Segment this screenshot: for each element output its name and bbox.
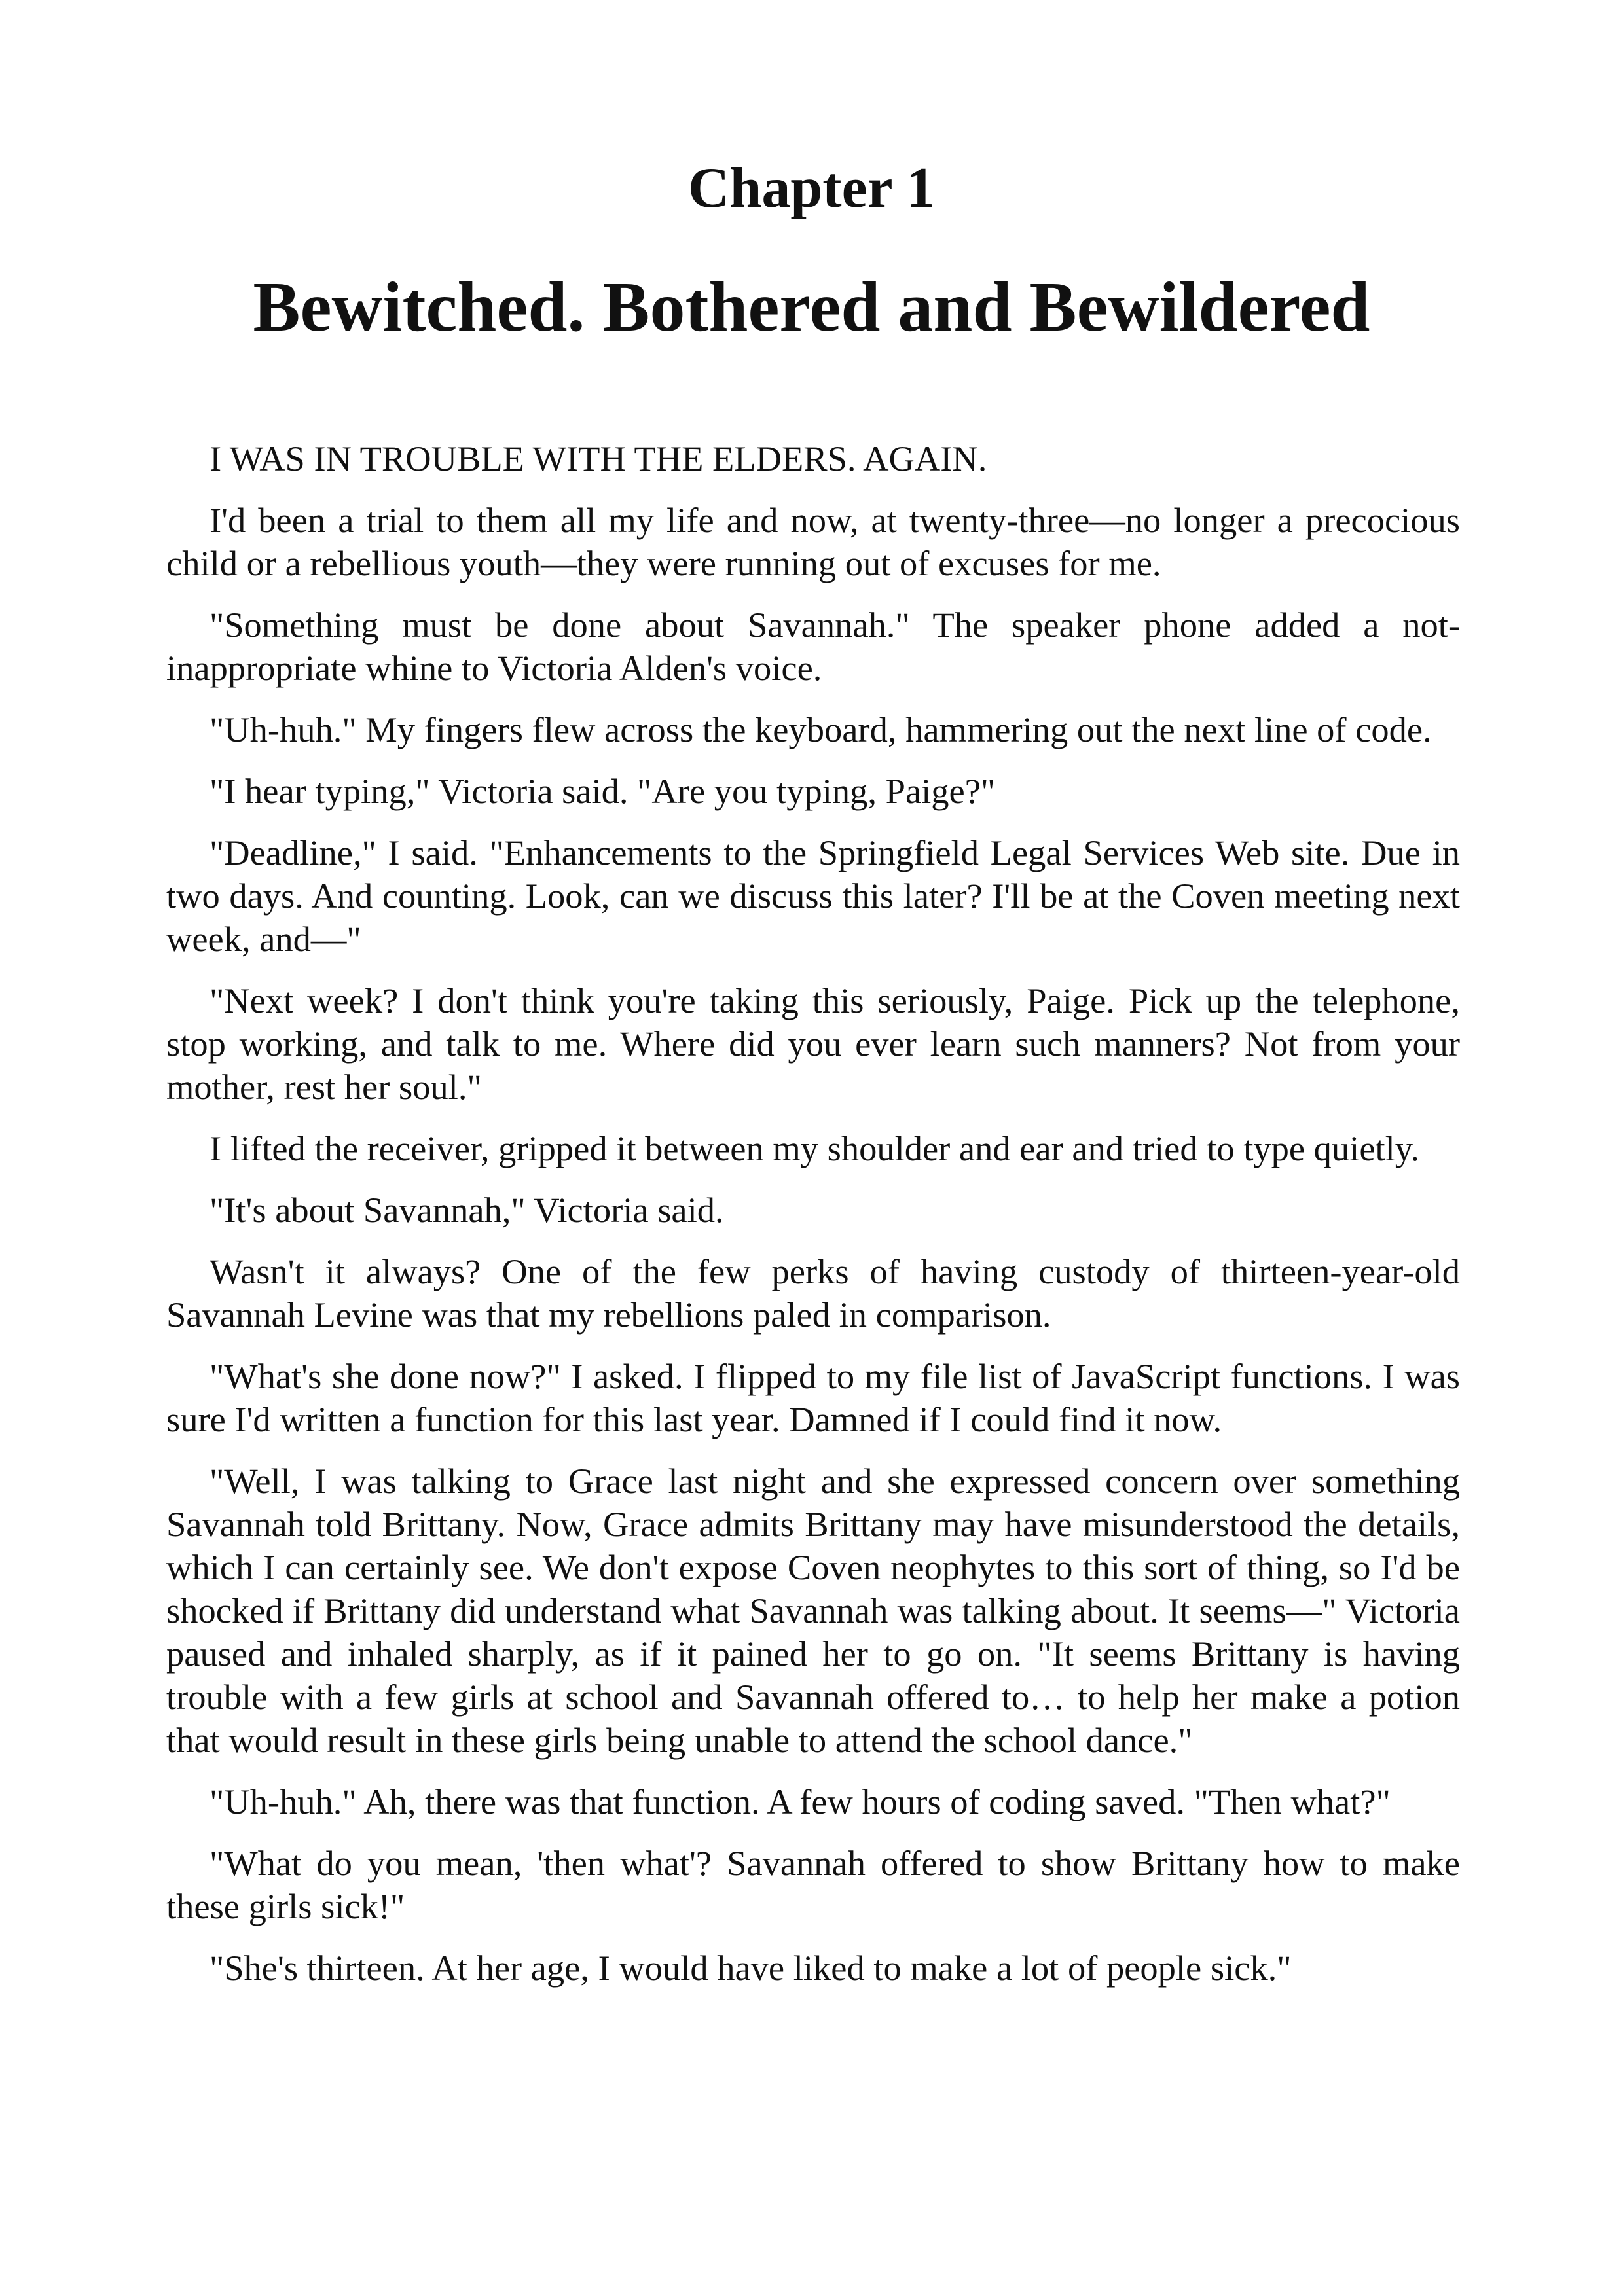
paragraph: Wasn't it always? One of the few perks of having custody of thirteen-year-old Savannah Levine was that my rebellions paled in comparison. — [166, 1251, 1460, 1335]
paragraph: "It's about Savannah," Victoria said. — [210, 1190, 724, 1230]
paragraph: "Deadline," I said. "Enhancements to the Springfield Legal Services Web site. Due in two days. And counting. Look, can we discuss this later? I'll be at the Coven meeting next week, and—" — [166, 833, 1460, 959]
paragraph: I'd been a trial to them all my life and now, at twenty-three—no longer a precocious child or a rebellious youth—they were running out of excuses for me. — [166, 500, 1460, 583]
paragraph: "Well, I was talking to Grace last night and she expressed concern over something Savannah told Brittany. Now, Grace admits Brittany may have misunderstood the details, which I can certainly see. We don't expose Coven neophytes to this sort of thing, so I'd be shocked if Brittany did understand what Savannah was talking about. It seems—" Victoria paused and inhaled sharply, as if it pained her to go on. "It seems Brittany is having trouble with a few girls at school and Savannah offered to… to help her make a potion that would result in these girls being unable to attend the school dance." — [166, 1461, 1460, 1760]
paragraph: "Something must be done about Savannah." The speaker phone added a not-inappropriate whine to Victoria Alden's voice. — [166, 605, 1460, 688]
paragraph: "She's thirteen. At her age, I would have liked to make a lot of people sick." — [210, 1948, 1292, 1988]
paragraph: "What's she done now?" I asked. I flipped to my file list of JavaScript functions. I was sure I'd written a function for this last year. Damned if I could find it now. — [166, 1356, 1460, 1439]
paragraph: "Next week? I don't think you're taking this seriously, Paige. Pick up the telephone, stop working, and talk to me. Where did you ever learn such manners? Not from your mother, rest her soul." — [166, 980, 1460, 1107]
paragraph: "Uh-huh." Ah, there was that function. A few hours of coding saved. "Then what?" — [210, 1782, 1391, 1821]
paragraph: "I hear typing," Victoria said. "Are you typing, Paige?" — [210, 771, 996, 811]
chapter-body — [166, 437, 1460, 2008]
paragraph: "What do you mean, 'then what'? Savannah offered to show Brittany how to make these girls sick!" — [166, 1843, 1460, 1926]
paragraph: I lifted the receiver, gripped it between my shoulder and ear and tried to type quietly. — [210, 1128, 1420, 1168]
chapter-number: Chapter 1 — [687, 156, 936, 220]
paragraph: I WAS IN TROUBLE WITH THE ELDERS. AGAIN. — [210, 439, 987, 478]
chapter-title: Bewitched. Bothered and Bewildered — [253, 268, 1370, 346]
paragraph: "Uh-huh." My fingers flew across the keyboard, hammering out the next line of code. — [210, 709, 1432, 749]
